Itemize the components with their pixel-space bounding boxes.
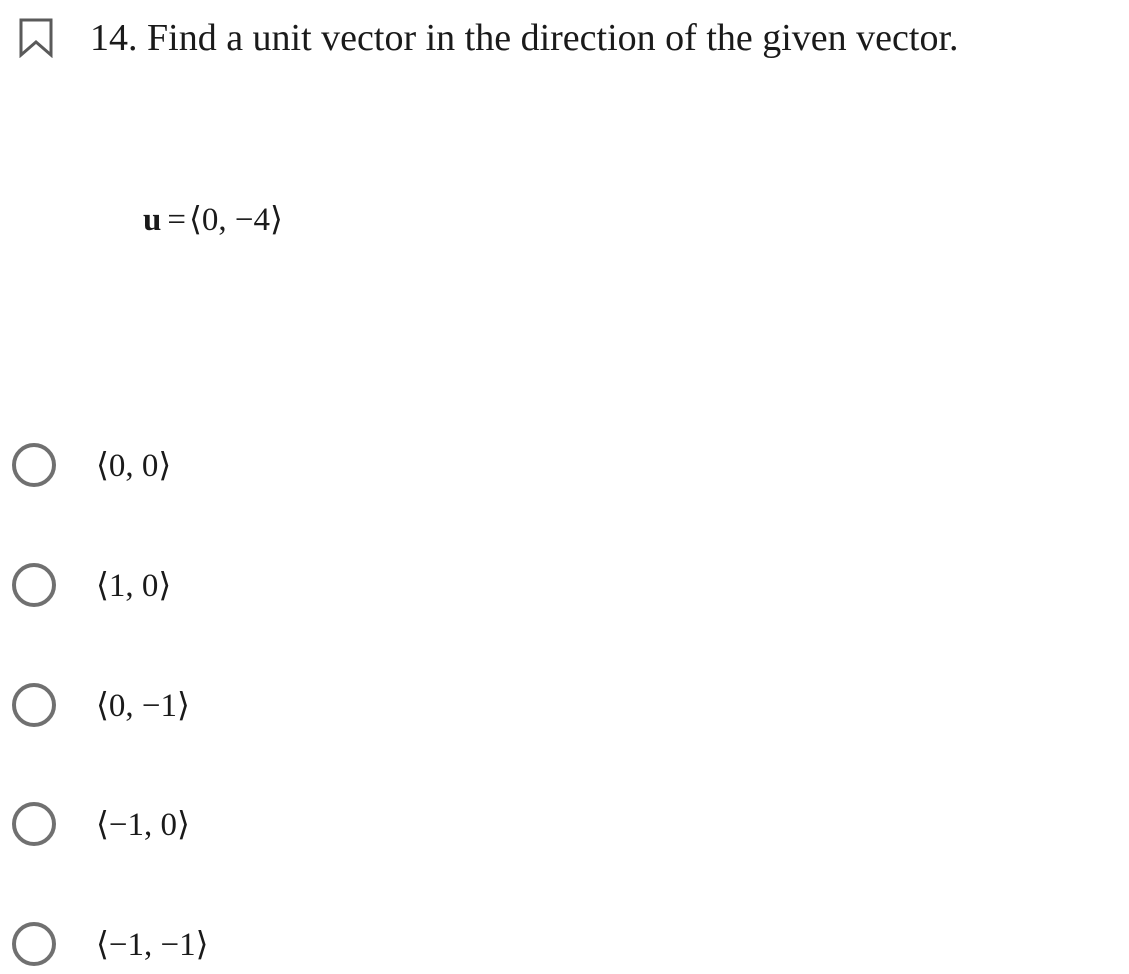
answer-option-2[interactable] [12, 555, 171, 615]
radio-button[interactable] [12, 683, 56, 727]
answer-option-label: ⟨−1, −1⟩ [96, 927, 209, 963]
radio-button[interactable] [12, 443, 56, 487]
answer-option-label: ⟨−1, 0⟩ [96, 807, 190, 843]
radio-button[interactable] [12, 563, 56, 607]
answer-option-1[interactable] [12, 435, 171, 495]
answer-option-label: ⟨0, −1⟩ [96, 688, 190, 724]
given-vector [143, 190, 283, 250]
radio-button[interactable] [12, 922, 56, 966]
answer-option-3[interactable] [12, 675, 190, 735]
question-header [18, 10, 959, 66]
answer-option-4[interactable] [12, 794, 190, 854]
answer-option-label: ⟨1, 0⟩ [96, 568, 172, 604]
answer-option-5[interactable] [12, 914, 208, 974]
answer-option-label: ⟨0, 0⟩ [96, 448, 172, 484]
vector-equals-sign: = [167, 202, 186, 238]
vector-name: u [143, 202, 162, 238]
bookmark-icon[interactable] [18, 18, 54, 58]
vector-value: ⟨0, −4⟩ [188, 202, 283, 238]
question-text: 14. Find a unit vector in the direction of the given vector. [90, 17, 959, 59]
radio-button[interactable] [12, 802, 56, 846]
